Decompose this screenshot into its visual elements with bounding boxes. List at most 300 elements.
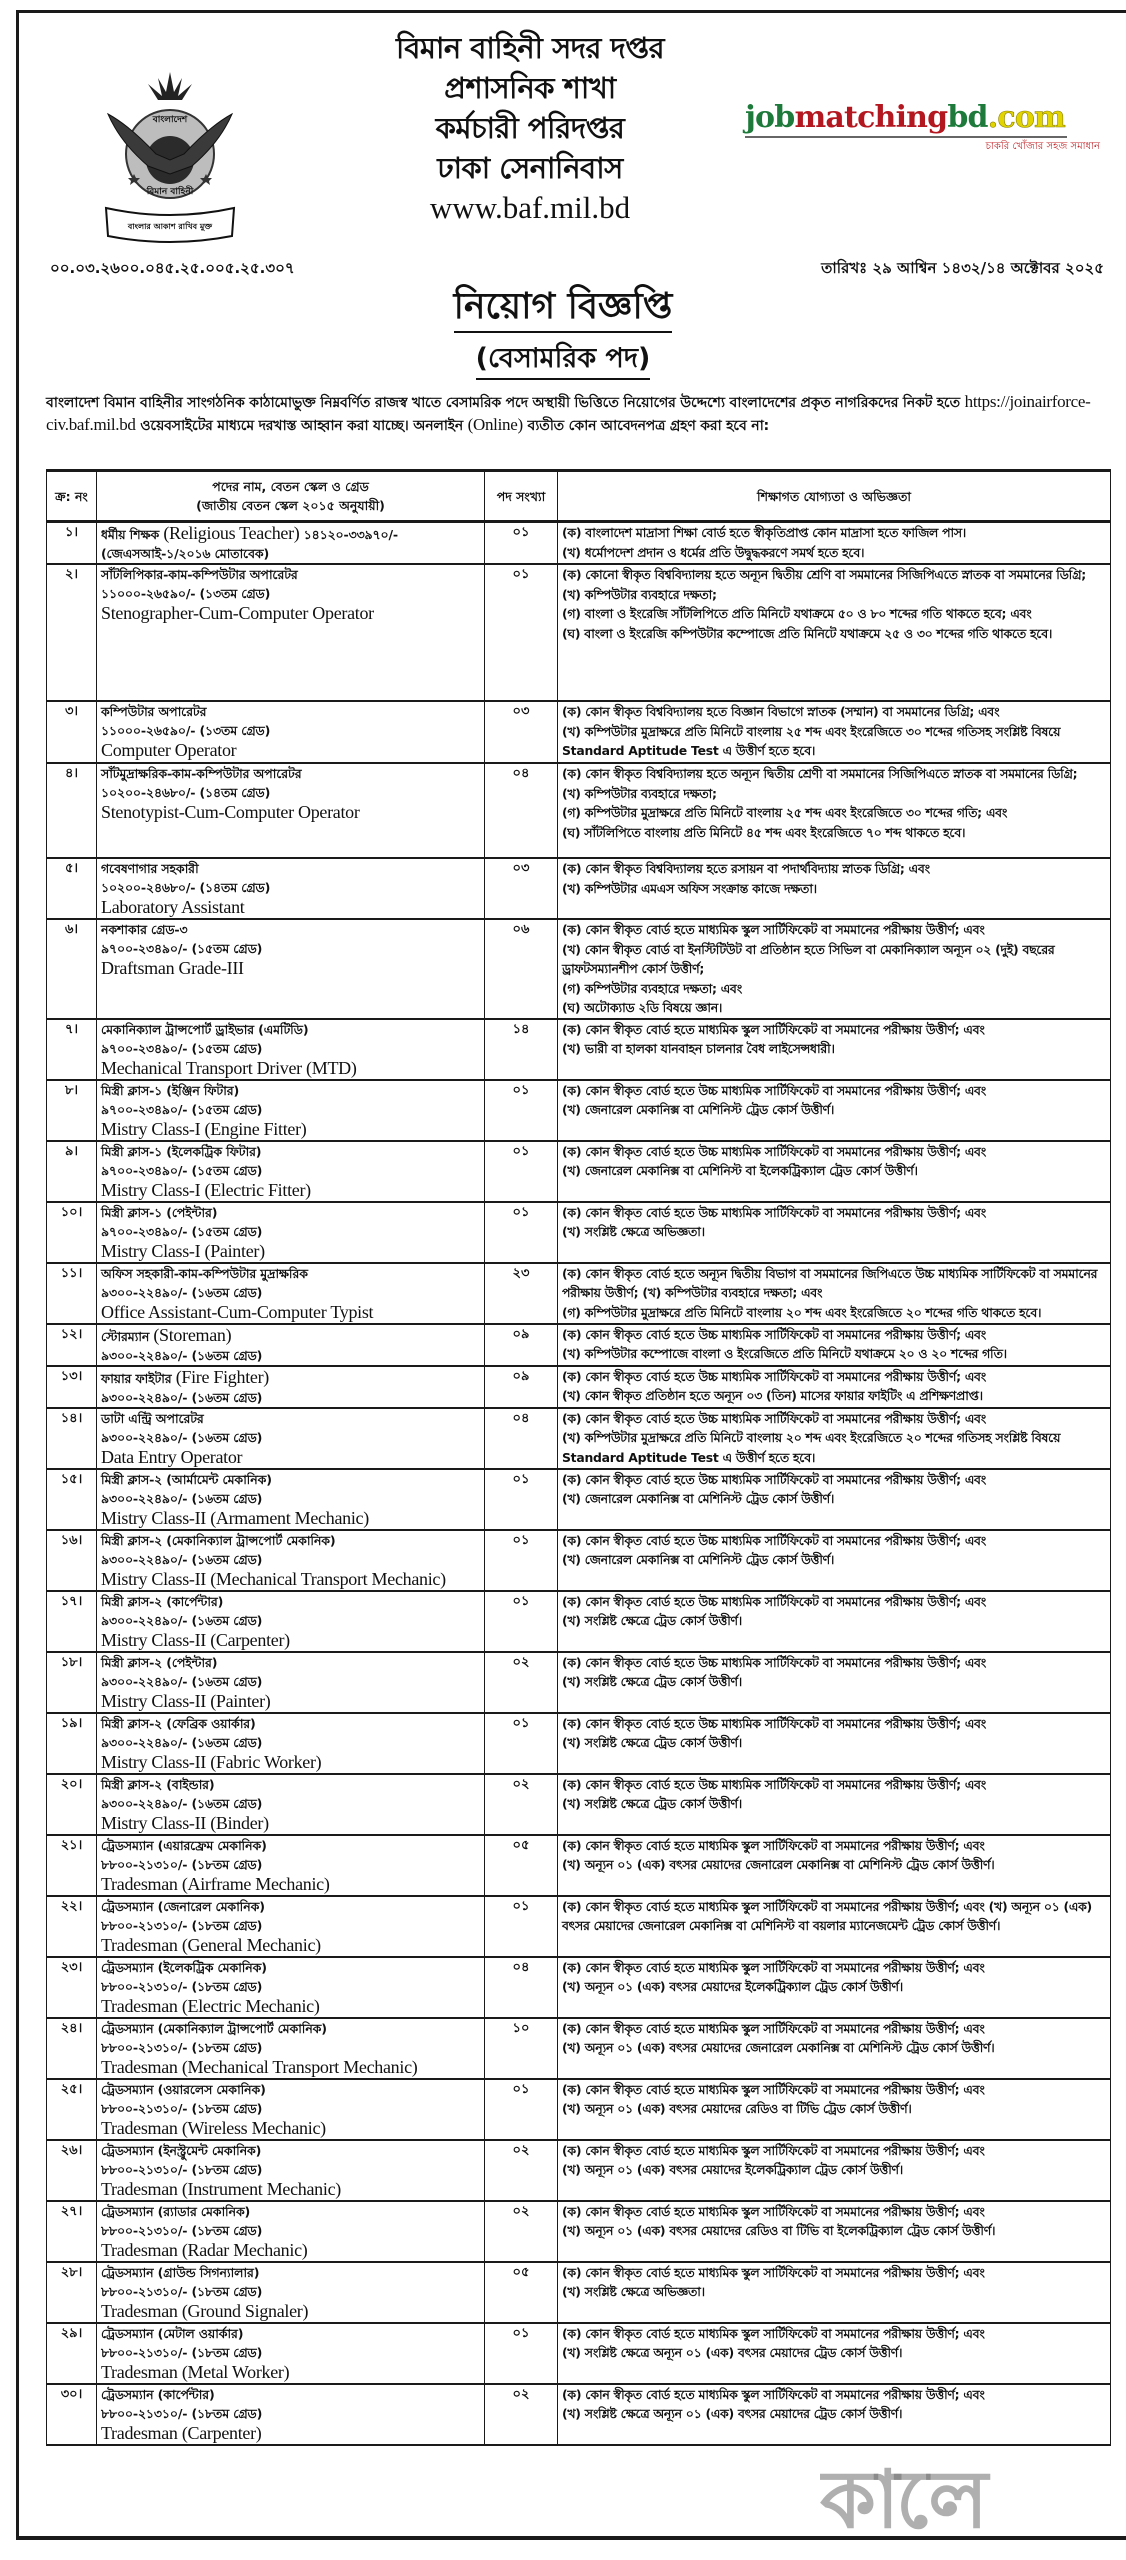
serial-number: ৬।	[47, 919, 97, 1019]
post-count: ০৪	[485, 1408, 558, 1469]
table-row	[47, 2018, 1111, 2079]
table-row	[47, 1591, 1111, 1652]
post-cell	[97, 2140, 485, 2201]
post-salary: ৯৩০০-২২৪৯০/-	[101, 1551, 188, 1567]
post-name-en-inline: (Religious Teacher)	[163, 523, 300, 543]
serial-number: ২৭।	[47, 2201, 97, 2262]
table-row	[47, 701, 1111, 763]
table-row	[47, 2323, 1111, 2384]
brand-tagline: চাকরি খোঁজার সহজ সমাধান	[985, 141, 1100, 152]
qualification-item: (খ) জেনারেল মেকানিক্স বা মেশিনিস্ট ট্রেড কোর্স উত্তীর্ণ।	[562, 1491, 835, 1506]
post-salary-grade	[101, 2282, 480, 2301]
serial-number: ২২।	[47, 1896, 97, 1957]
table-row	[47, 2079, 1111, 2140]
qualification-item: (খ) কম্পিউটার এমএস অফিস সংক্রান্ত কাজে দক্ষতা।	[562, 880, 817, 896]
qualification-cell	[558, 1019, 1111, 1080]
qualification-item: (ক) কোন স্বীকৃত বোর্ড হতে মাধ্যমিক স্কুল সার্টিফিকেট বা সমমানের পরীক্ষায় উত্তীর্ণ; এবং	[562, 1837, 985, 1853]
serial-number: ৩০।	[47, 2384, 97, 2445]
post-count: ০১	[485, 2323, 558, 2384]
post-name-bn: ট্রেডসম্যান (ওয়ারলেস মেকানিক)	[101, 2081, 266, 2097]
qualification-item: (ঘ) বাংলা ও ইংরেজি কম্পিউটার কম্পোজে প্রতি মিনিটে যথাক্রমে ২৫ ও ৩০ শব্দের গতি থাকতে হবে।	[562, 625, 1053, 641]
intro-text-1: বাংলাদেশ বিমান বাহিনীর সাংগঠনিক কাঠামোভুক্ত নিম্নবর্ণিত রাজস্ব খাতে বেসামরিক পদে অস্থায়ী ভিত্তিতে নিয়োগের উদ্দেশ্যে বাংলাদেশের প্রকৃত নাগরিকদের নিকট হতে	[46, 395, 965, 411]
post-grade: (১৮তম গ্রেড)	[191, 1917, 263, 1933]
post-grade: (১৬তম গ্রেড)	[191, 1612, 263, 1628]
post-salary: ১৪১২০-৩৩৯৭০/-	[303, 527, 398, 542]
qualification-cell	[558, 1957, 1111, 2018]
post-salary-grade	[101, 2160, 480, 2179]
serial-number: ১৮।	[47, 1652, 97, 1713]
post-salary: ৯৩০০-২২৪৯০/-	[101, 1734, 188, 1750]
table-row	[47, 1408, 1111, 1469]
serial-number: ১৩।	[47, 1366, 97, 1408]
post-name-en: Stenographer-Cum-Computer Operator	[101, 603, 374, 623]
post-name-en: Mistry Class-II (Fabric Worker)	[101, 1751, 322, 1772]
post-name-en: Mistry Class-I (Painter)	[101, 1240, 265, 1261]
qualification-item: (ক) কোন স্বীকৃত বোর্ড হতে অন্যূন দ্বিতীয় বিভাগ বা সমমানের জিপিএতে উচ্চ মাধ্যমিক সার্টিফিকেট বা সমমানের পরীক্ষায় উত্তীর্ণ; (খ) কম্পিউটার ব্যবহারে দক্ষতা; এবং	[562, 1265, 1098, 1300]
post-count: ০১	[485, 1896, 558, 1957]
qualification-cell	[558, 522, 1111, 565]
brand-part-matching: matching	[794, 100, 948, 135]
table-header-row	[47, 471, 1111, 522]
post-name-bn: ট্রেডসম্যান (এয়ারফ্রেম মেকানিক)	[101, 1837, 267, 1853]
qualification-cell	[558, 919, 1111, 1019]
post-salary-grade	[101, 1222, 480, 1241]
table-row	[47, 1263, 1111, 1324]
qualification-item: (খ) সংশ্লিষ্ট ক্ষেত্রে অভিজ্ঞতা।	[562, 2284, 705, 2299]
qualification-cell	[558, 2140, 1111, 2201]
post-cell	[97, 2262, 485, 2323]
post-salary: ৯৩০০-২২৪৯০/-	[101, 1429, 188, 1445]
table-row	[47, 2201, 1111, 2262]
post-grade: (১৩তম গ্রেড)	[199, 586, 271, 601]
post-grade: (১৬তম গ্রেড)	[191, 1734, 263, 1750]
qualification-item: (ক) কোন স্বীকৃত বোর্ড হতে মাধ্যমিক স্কুল সার্টিফিকেট বা সমমানের পরীক্ষায় উত্তীর্ণ; এবং	[562, 2081, 985, 2097]
post-grade: (১৮তম গ্রেড)	[191, 1978, 263, 1994]
qualification-item: (খ) অন্যূন ০১ (এক) বৎসর মেয়াদের রেডিও বা টিভি ট্রেড কোর্স উত্তীর্ণ।	[562, 2101, 912, 2116]
qualification-item: (খ) কম্পিউটার ব্যবহারে দক্ষতা;	[562, 586, 717, 602]
post-salary: ৮৮০০-২১৩১০/-	[101, 2161, 188, 2177]
post-salary: ৮৮০০-২১৩১০/-	[101, 2039, 188, 2055]
qualification-item: (ক) কোন স্বীকৃত বোর্ড হতে মাধ্যমিক স্কুল সার্টিফিকেট বা সমমানের পরীক্ষায় উত্তীর্ণ; এবং	[562, 2203, 985, 2219]
qualification-cell	[558, 1591, 1111, 1652]
qualification-item: (ঘ) অটোক্যাড ২ডি বিষয়ে জ্ঞান।	[562, 1000, 723, 1015]
post-salary: ৮৮০০-২১৩১০/-	[101, 1917, 188, 1933]
post-count: ০৪	[485, 763, 558, 858]
post-count: ০১	[485, 1080, 558, 1141]
post-count: ০১	[485, 522, 558, 565]
post-grade: (১৮তম গ্রেড)	[191, 1856, 263, 1872]
org-line-3: কর্মচারী পরিদপ্তর	[435, 111, 625, 145]
emblem-text-bottom: বিমান বাহিনী	[146, 187, 194, 197]
post-count: ০১	[485, 1141, 558, 1202]
qualification-item: (ক) কোন স্বীকৃত বোর্ড হতে মাধ্যমিক স্কুল সার্টিফিকেট বা সমমানের পরীক্ষায় উত্তীর্ণ; এবং	[562, 2325, 985, 2341]
post-salary-grade	[101, 1388, 480, 1407]
serial-number: ২৮।	[47, 2262, 97, 2323]
qualification-cell	[558, 2262, 1111, 2323]
serial-number: ৯।	[47, 1141, 97, 1202]
serial-number: ২৪।	[47, 2018, 97, 2079]
post-salary-grade	[101, 1977, 480, 1996]
qualification-cell	[558, 1408, 1111, 1469]
qualification-item: (ক) কোন স্বীকৃত বিশ্ববিদ্যালয় হতে বিজ্ঞান বিভাগে স্নাতক (সম্মান) বা সমমানের ডিগ্রি; এবং	[562, 704, 1000, 719]
post-grade: (১৪তম গ্রেড)	[199, 880, 271, 895]
post-salary-grade	[101, 1346, 480, 1365]
brand-part-job: job	[745, 100, 795, 135]
post-salary: ৮৮০০-২১৩১০/-	[101, 1978, 188, 1994]
post-count: ০১	[485, 1591, 558, 1652]
emblem-text-top: বাংলাদেশ	[152, 115, 188, 125]
post-name-bn: নকশাকার গ্রেড-৩	[101, 922, 188, 937]
post-salary: ৯৩০০-২২৪৯০/-	[101, 1795, 188, 1811]
post-salary: ৯৭০০-২৩৪৯০/-	[101, 941, 188, 956]
col-header-serial: ক্র: নং	[47, 471, 97, 522]
post-name-en: Tradesman (Wireless Mechanic)	[101, 2117, 326, 2138]
serial-number: ৩।	[47, 701, 97, 763]
qualification-cell	[558, 858, 1111, 919]
post-cell	[97, 1366, 485, 1408]
qualification-item: (খ) অন্যূন ০১ (এক) বৎসর মেয়াদের জেনারেল মেকানিক্স বা মেশিনিস্ট ট্রেড কোর্স উত্তীর্ণ।	[562, 2040, 995, 2055]
post-name-bn: গবেষণাগার সহকারী	[101, 861, 199, 876]
org-line-2: প্রশাসনিক শাখা	[444, 71, 616, 105]
serial-number: ২৯।	[47, 2323, 97, 2384]
post-grade: (১৮তম গ্রেড)	[191, 2344, 263, 2360]
post-cell	[97, 1774, 485, 1835]
post-name-en: Tradesman (Airframe Mechanic)	[101, 1873, 330, 1894]
post-name-bn: মিস্ত্রী ক্লাস-১ (পেইন্টার)	[101, 1204, 218, 1220]
post-salary-grade	[101, 1428, 480, 1447]
post-grade: (১৮তম গ্রেড)	[191, 2222, 263, 2238]
post-grade: (১৬তম গ্রেড)	[191, 1429, 263, 1445]
post-name-bn: ট্রেডসম্যান (ইলেকট্রিক মেকানিক)	[101, 1959, 267, 1975]
organization-header	[330, 28, 730, 228]
post-name-bn: ট্রেডসম্যান (জেনারেল মেকানিক)	[101, 1898, 265, 1914]
table-row	[47, 919, 1111, 1019]
post-salary-grade	[101, 1039, 480, 1058]
post-cell	[97, 1263, 485, 1324]
post-count: ০৬	[485, 919, 558, 1019]
table-row	[47, 858, 1111, 919]
post-salary-grade	[101, 2404, 480, 2423]
qualification-item: (ক) কোন স্বীকৃত বোর্ড হতে মাধ্যমিক স্কুল সার্টিফিকেট বা সমমানের পরীক্ষায় উত্তীর্ণ; এবং	[562, 2264, 985, 2280]
qualification-item: (ক) কোন স্বীকৃত বোর্ড হতে উচ্চ মাধ্যমিক সার্টিফিকেট বা সমমানের পরীক্ষায় উত্তীর্ণ; এবং	[562, 1593, 987, 1609]
serial-number: ২১।	[47, 1835, 97, 1896]
brand-wordmark	[745, 100, 1067, 138]
post-salary: ৯৩০০-২২৪৯০/-	[101, 1389, 188, 1405]
qualification-item: (ঘ) সাঁটলিপিতে বাংলায় প্রতি মিনিটে ৪৫ শব্দ এবং ইংরেজিতে ৭০ শব্দ থাকতে হবে।	[562, 824, 966, 840]
post-count: ০১	[485, 1530, 558, 1591]
org-website-link[interactable]: www.baf.mil.bd	[429, 190, 631, 225]
qualification-item: (ক) কোন স্বীকৃত বোর্ড হতে উচ্চ মাধ্যমিক সার্টিফিকেট বা সমমানের পরীক্ষায় উত্তীর্ণ; এবং	[562, 1471, 987, 1487]
post-name-bn: ফায়ার ফাইটার	[101, 1370, 172, 1386]
post-name-en: Tradesman (Mechanical Transport Mechanic)	[101, 2056, 418, 2077]
table-row	[47, 1324, 1111, 1366]
post-salary: ১০২০০-২৪৬৮০/-	[101, 880, 196, 895]
post-name-en: Stenotypist-Cum-Computer Operator	[101, 802, 360, 822]
post-cell	[97, 1957, 485, 2018]
post-cell	[97, 763, 485, 858]
post-salary-grade	[101, 584, 480, 603]
post-cell	[97, 1019, 485, 1080]
table-row	[47, 1366, 1111, 1408]
post-cell	[97, 564, 485, 701]
table-row	[47, 1896, 1111, 1957]
qualification-item: (খ) কম্পিউটার কম্পোজে বাংলা ও ইংরেজিতে প্রতি মিনিটে যথাক্রমে ২০ ও ২০ শব্দের গতি।	[562, 1346, 1007, 1361]
qualification-item: (ক) কোন স্বীকৃত বোর্ড হতে মাধ্যমিক স্কুল সার্টিফিকেট বা সমমানের পরীক্ষায় উত্তীর্ণ; এবং (খ) অন্যূন ০১ (এক) বৎসর মেয়াদের জেনারেল মেকানিক্স বা মেশিনিস্ট বা বয়লার ম্যানেজমেন্ট ট্রেড কোর্স উত্তীর্ণ।	[562, 1898, 1092, 1933]
qualification-item: (খ) সংশ্লিষ্ট ক্ষেত্রে অভিজ্ঞতা।	[562, 1224, 705, 1239]
post-cell	[97, 1141, 485, 1202]
post-grade: (১৬তম গ্রেড)	[191, 1490, 263, 1506]
post-salary: ৯৭০০-২৩৪৯০/-	[101, 1223, 188, 1239]
qualification-item: (খ) কোন স্বীকৃত প্রতিষ্ঠান হতে অন্যূন ০৩ (তিন) মাসের ফায়ার ফাইটিং এ প্রশিক্ষণপ্রাপ্ত।	[562, 1388, 983, 1403]
serial-number: ১৭।	[47, 1591, 97, 1652]
post-count: ০২	[485, 1774, 558, 1835]
post-salary-grade	[101, 1916, 480, 1935]
post-salary: ৮৮০০-২১৩১০/-	[101, 2222, 188, 2238]
post-name-en: Tradesman (General Mechanic)	[101, 1934, 321, 1955]
serial-number: ৫।	[47, 858, 97, 919]
post-cell	[97, 2384, 485, 2445]
post-name-en: Tradesman (Electric Mechanic)	[101, 1995, 320, 2016]
post-grade: (১৫তম গ্রেড)	[191, 1223, 263, 1239]
qualification-cell	[558, 564, 1111, 701]
bangladesh-air-force-emblem-icon	[100, 70, 240, 245]
table-row	[47, 1774, 1111, 1835]
post-grade: (১৫তম গ্রেড)	[191, 941, 263, 956]
qualification-item: (খ) অন্যূন ০১ (এক) বৎসর মেয়াদের ইলেকট্রিক্যাল ট্রেড কোর্স উত্তীর্ণ।	[562, 1979, 903, 1994]
post-cell	[97, 1835, 485, 1896]
post-name-en: Tradesman (Carpenter)	[101, 2422, 262, 2443]
table-row	[47, 1202, 1111, 1263]
table-row	[47, 1080, 1111, 1141]
post-cell	[97, 2201, 485, 2262]
post-cell	[97, 2018, 485, 2079]
serial-number: ২০।	[47, 1774, 97, 1835]
qualification-item: (খ) কোন স্বীকৃত বোর্ড বা ইনস্টিটিউট বা প্রতিষ্ঠান হতে সিভিল বা মেকানিক্যাল অন্যূন ০২ (দুই) বছরের ড্রাফটসম্যানশীপ কোর্স উত্তীর্ণ;	[562, 941, 1055, 976]
post-grade: (১৫তম গ্রেড)	[191, 1101, 263, 1117]
post-salary-grade	[101, 1550, 480, 1569]
qualification-item: (ক) কোন স্বীকৃত বিশ্ববিদ্যালয় হতে রসায়ন বা পদার্থবিদ্যায় স্নাতক ডিগ্রি; এবং	[562, 861, 930, 876]
serial-number: ২৫।	[47, 2079, 97, 2140]
post-name-en: Mistry Class-II (Painter)	[101, 1690, 271, 1711]
post-name-bn: ট্রেডসম্যান (র‍্যাডার মেকানিক)	[101, 2203, 251, 2219]
serial-number: ৭।	[47, 1019, 97, 1080]
qualification-cell	[558, 2201, 1111, 2262]
post-salary: ৯৭০০-২৩৪৯০/-	[101, 1162, 188, 1178]
qualification-item: (গ) কম্পিউটার মুদ্রাক্ষরে প্রতি মিনিটে বাংলায় ২৫ শব্দ এবং ইংরেজিতে ৩০ শব্দের গতি; এবং	[562, 805, 1008, 820]
post-count: ০১	[485, 1202, 558, 1263]
qualification-item: (ক) কোন স্বীকৃত বোর্ড হতে মাধ্যমিক স্কুল সার্টিফিকেট বা সমমানের পরীক্ষায় উত্তীর্ণ; এবং	[562, 1959, 985, 1975]
post-salary: ৮৮০০-২১৩১০/-	[101, 2283, 188, 2299]
post-count: ০১	[485, 2079, 558, 2140]
post-cell	[97, 919, 485, 1019]
post-grade: (১৬তম গ্রেড)	[191, 1551, 263, 1567]
qualification-item: (খ) কম্পিউটার মুদ্রাক্ষরে প্রতি মিনিটে বাংলায় ২৫ শব্দ এবং ইংরেজিতে ৩০ শব্দের গতিসহ সংশ্লিষ্ট বিষয়ে Standard Aptitude Test এ উত্তীর্ণ হতে হবে।	[562, 723, 1061, 758]
post-name-bn: ট্রেডসম্যান (মেকানিক্যাল ট্রান্সপোর্ট মেকানিক)	[101, 2020, 327, 2036]
post-cell	[97, 1408, 485, 1469]
post-name-bn: মিস্ত্রী ক্লাস-২ (কার্পেন্টার)	[101, 1593, 224, 1609]
post-count: ২৩	[485, 1263, 558, 1324]
post-count: ০৯	[485, 1366, 558, 1408]
post-name-en: Mistry Class-I (Engine Fitter)	[101, 1118, 307, 1139]
post-cell	[97, 1202, 485, 1263]
serial-number: ১২।	[47, 1324, 97, 1366]
post-salary-grade	[101, 2038, 480, 2057]
table-row	[47, 2262, 1111, 2323]
post-grade: (১৮তম গ্রেড)	[191, 2100, 263, 2116]
post-name-bn: মিস্ত্রী ক্লাস-২ (মেকানিক্যাল ট্রান্সপোর্ট মেকানিক)	[101, 1532, 336, 1548]
serial-number: ২৩।	[47, 1957, 97, 2018]
post-name-en: Tradesman (Radar Mechanic)	[101, 2239, 308, 2260]
qualification-item: (খ) সংশ্লিষ্ট ক্ষেত্রে ট্রেড কোর্স উত্তীর্ণ।	[562, 1735, 742, 1750]
post-salary: ১১০০০-২৬৫৯০/-	[101, 723, 196, 738]
post-name-bn: মিস্ত্রী ক্লাস-১ (ইলেকট্রিক ফিটার)	[101, 1143, 262, 1159]
qualification-item: (খ) কম্পিউটার ব্যবহারে দক্ষতা;	[562, 785, 717, 801]
post-name-en: Office Assistant-Cum-Computer Typist	[101, 1301, 374, 1322]
post-grade: (১৮তম গ্রেড)	[191, 2039, 263, 2055]
post-cell	[97, 522, 485, 565]
serial-number: ১৬।	[47, 1530, 97, 1591]
qualification-item: (ক) কোন স্বীকৃত বোর্ড হতে মাধ্যমিক স্কুল সার্টিফিকেট বা সমমানের পরীক্ষায় উত্তীর্ণ; এবং	[562, 922, 985, 937]
post-name-en: Mistry Class-II (Binder)	[101, 1812, 269, 1833]
qualification-item: (খ) জেনারেল মেকানিক্স বা মেশিনিস্ট বা ইলেকট্রিক্যাল ট্রেড কোর্স উত্তীর্ণ।	[562, 1163, 918, 1178]
qualification-item: (ক) কোন স্বীকৃত বোর্ড হতে মাধ্যমিক স্কুল সার্টিফিকেট বা সমমানের পরীক্ষায় উত্তীর্ণ; এবং	[562, 1021, 985, 1037]
serial-number: ১০।	[47, 1202, 97, 1263]
brand-part-com: .com	[987, 100, 1065, 135]
post-cell	[97, 1591, 485, 1652]
post-grade: (১৮তম গ্রেড)	[191, 2161, 263, 2177]
post-name-bn: ডাটা এন্ট্রি অপারেটর	[101, 1410, 204, 1426]
qualification-item: (খ) সংশ্লিষ্ট ক্ষেত্রে অন্যূন ০১ (এক) বৎসর মেয়াদের ট্রেড কোর্স উত্তীর্ণ।	[562, 2345, 903, 2360]
post-count: ০২	[485, 1652, 558, 1713]
table-row	[47, 2384, 1111, 2445]
qualification-item: (খ) কম্পিউটার মুদ্রাক্ষরে প্রতি মিনিটে বাংলায় ২০ শব্দ এবং ইংরেজিতে ২০ শব্দের গতিসহ সংশ্লিষ্ট বিষয়ে Standard Aptitude Test এ উত্তীর্ণ হতে হবে।	[562, 1430, 1061, 1465]
post-salary-grade	[101, 2221, 480, 2240]
org-line-1: বিমান বাহিনী সদর দপ্তর	[395, 31, 665, 65]
col-header-post	[97, 471, 485, 522]
col-header-post-line2: (জাতীয় বেতন স্কেল ২০১৫ অনুযায়ী)	[196, 498, 385, 513]
qualification-item: (ক) কোন স্বীকৃত বোর্ড হতে উচ্চ মাধ্যমিক সার্টিফিকেট বা সমমানের পরীক্ষায় উত্তীর্ণ; এবং	[562, 1654, 987, 1670]
post-name-bn: সাঁটলিপিকার-কাম-কম্পিউটার অপারেটর	[101, 567, 298, 582]
qualification-cell	[558, 2384, 1111, 2445]
post-name-bn: মিস্ত্রী ক্লাস-২ (পেইন্টার)	[101, 1654, 218, 1670]
post-name-en: Tradesman (Ground Signaler)	[101, 2300, 309, 2321]
post-count: ১৪	[485, 1019, 558, 1080]
post-grade: (জেএসআই-১/২০১৬ মোতাবেক)	[101, 546, 270, 561]
qualification-item: (খ) সংশ্লিষ্ট ক্ষেত্রে ট্রেড কোর্স উত্তীর্ণ।	[562, 1674, 742, 1689]
post-grade: (১৪তম গ্রেড)	[199, 785, 271, 800]
post-name-bn: ধর্মীয় শিক্ষক	[101, 527, 160, 542]
post-grade: (১৫তম গ্রেড)	[191, 1162, 263, 1178]
post-name-bn: মেকানিক্যাল ট্রান্সপোর্ট ড্রাইভার (এমটিডি)	[101, 1021, 309, 1037]
table-row	[47, 2140, 1111, 2201]
post-salary: ৮৮০০-২১৩১০/-	[101, 2100, 188, 2116]
qualification-cell	[558, 2323, 1111, 2384]
post-salary-grade	[101, 1489, 480, 1508]
post-name-bn: মিস্ত্রী ক্লাস-২ (ফেব্রিক ওয়ার্কার)	[101, 1715, 256, 1731]
post-name-en: Mistry Class-II (Mechanical Transport Mechanic)	[101, 1568, 446, 1589]
serial-number: ১।	[47, 522, 97, 565]
post-name-bn: ট্রেডসম্যান (কার্পেন্টার)	[101, 2386, 215, 2402]
qualification-cell	[558, 1652, 1111, 1713]
post-name-en: Tradesman (Metal Worker)	[101, 2361, 290, 2382]
qualification-item: (গ) বাংলা ও ইংরেজি সাঁটলিপিতে প্রতি মিনিটে যথাক্রমে ৫০ ও ৮০ শব্দের গতি থাকতে হবে; এবং	[562, 606, 1032, 621]
qualification-item: (ক) কোন স্বীকৃত বোর্ড হতে উচ্চ মাধ্যমিক সার্টিফিকেট বা সমমানের পরীক্ষায় উত্তীর্ণ; এবং	[562, 1368, 987, 1384]
post-name-en: Computer Operator	[101, 740, 237, 760]
post-name-en-inline: (Storeman)	[153, 1324, 232, 1345]
post-salary-grade	[101, 1733, 480, 1752]
table-row	[47, 1835, 1111, 1896]
shapla-leaf-icon	[148, 72, 192, 100]
memo-reference-number: ০০.০৩.২৬০০.০৪৫.২৫.০০৫.২৫.৩০৭	[50, 259, 295, 277]
serial-number: ৪।	[47, 763, 97, 858]
emblem-motto: বাংলার আকাশ রাখিব মুক্ত	[127, 222, 213, 231]
post-name-en-inline: (Fire Fighter)	[175, 1366, 269, 1387]
intro-paragraph	[46, 391, 1112, 437]
post-cell	[97, 2323, 485, 2384]
qualification-item: (ক) কোন স্বীকৃত বোর্ড হতে উচ্চ মাধ্যমিক সার্টিফিকেট বা সমমানের পরীক্ষায় উত্তীর্ণ; এবং	[562, 1532, 987, 1548]
post-name-bn: মিস্ত্রী ক্লাস-১ (ইঞ্জিন ফিটার)	[101, 1082, 240, 1098]
serial-number: ১৪।	[47, 1408, 97, 1469]
serial-number: ১৫।	[47, 1469, 97, 1530]
table-row	[47, 1141, 1111, 1202]
qualification-cell	[558, 1835, 1111, 1896]
table-row	[47, 1652, 1111, 1713]
post-name-en: Draftsman Grade-III	[101, 958, 244, 978]
post-count: ১০	[485, 2018, 558, 2079]
qualification-item: (খ) জেনারেল মেকানিক্স বা মেশিনিস্ট ট্রেড কোর্স উত্তীর্ণ।	[562, 1102, 835, 1117]
qualification-cell	[558, 1080, 1111, 1141]
qualification-item: (ক) কোনো স্বীকৃত বিশ্ববিদ্যালয় হতে অন্যূন দ্বিতীয় শ্রেণি বা সমমানের সিজিপিএতে স্নাতক বা সমমানের ডিগ্রি;	[562, 567, 1086, 582]
qualification-item: (খ) ভারী বা হালকা যানবাহন চালনার বৈধ লাইসেন্সধারী।	[562, 1041, 835, 1056]
post-count: ০৪	[485, 1957, 558, 2018]
qualification-item: (খ) সংশ্লিষ্ট ক্ষেত্রে অন্যূন ০১ (এক) বৎসর মেয়াদের ট্রেড কোর্স উত্তীর্ণ।	[562, 2406, 903, 2421]
post-name-bn: মিস্ত্রী ক্লাস-২ (আর্মামেন্ট মেকানিক)	[101, 1471, 272, 1487]
intro-online: (Online)	[467, 415, 523, 434]
qualification-cell	[558, 1713, 1111, 1774]
post-grade: (১৬তম গ্রেড)	[191, 1347, 263, 1363]
qualification-item: (ক) কোন স্বীকৃত বোর্ড হতে উচ্চ মাধ্যমিক সার্টিফিকেট বা সমমানের পরীক্ষায় উত্তীর্ণ; এবং	[562, 1326, 987, 1342]
qualification-item: (খ) সংশ্লিষ্ট ক্ষেত্রে ট্রেড কোর্স উত্তীর্ণ।	[562, 1613, 742, 1628]
post-name-bn: ট্রেডসম্যান (ইনস্ট্রুমেন্ট মেকানিক)	[101, 2142, 262, 2158]
application-website-link[interactable]: https://joinairforce-civ.baf.mil.bd	[46, 392, 1091, 434]
qualification-item: (ক) কোন স্বীকৃত বোর্ড হতে মাধ্যমিক স্কুল সার্টিফিকেট বা সমমানের পরীক্ষায় উত্তীর্ণ; এবং	[562, 2142, 985, 2158]
post-salary-grade	[101, 2099, 480, 2118]
qualification-item: (ক) কোন স্বীকৃত বোর্ড হতে উচ্চ মাধ্যমিক সার্টিফিকেট বা সমমানের পরীক্ষায় উত্তীর্ণ; এবং	[562, 1715, 987, 1731]
notice-title-wrap	[0, 283, 1126, 333]
col-header-qualification: শিক্ষাগত যোগ্যতা ও অভিজ্ঞতা	[558, 471, 1111, 522]
post-name-bn: কম্পিউটার অপারেটর	[101, 704, 207, 719]
post-salary: ৯৩০০-২২৪৯০/-	[101, 1284, 188, 1300]
post-salary-grade	[101, 1855, 480, 1874]
serial-number: ২।	[47, 564, 97, 701]
col-header-count: পদ সংখ্যা	[485, 471, 558, 522]
post-salary-grade	[101, 1161, 480, 1180]
qualification-item: (খ) অন্যূন ০১ (এক) বৎসর মেয়াদের রেডিও বা টিভি বা ইলেকট্রিক্যাল ট্রেড কোর্স উত্তীর্ণ।	[562, 2223, 996, 2238]
qualification-cell	[558, 1774, 1111, 1835]
brand-part-bd: bd	[947, 100, 988, 135]
post-name-en: Laboratory Assistant	[101, 897, 245, 917]
qualification-item: (ক) কোন স্বীকৃত বোর্ড হতে উচ্চ মাধ্যমিক সার্টিফিকেট বা সমমানের পরীক্ষায় উত্তীর্ণ; এবং	[562, 1082, 987, 1098]
post-salary: ৮৮০০-২১৩১০/-	[101, 1856, 188, 1872]
qualification-cell	[558, 1263, 1111, 1324]
post-count: ০৯	[485, 1324, 558, 1366]
qualification-cell	[558, 2079, 1111, 2140]
serial-number: ১১।	[47, 1263, 97, 1324]
post-cell	[97, 1080, 485, 1141]
post-cell	[97, 701, 485, 763]
post-salary-grade	[101, 1100, 480, 1119]
post-name-bn: ট্রেডসম্যান (মেটাল ওয়ার্কার)	[101, 2325, 244, 2341]
